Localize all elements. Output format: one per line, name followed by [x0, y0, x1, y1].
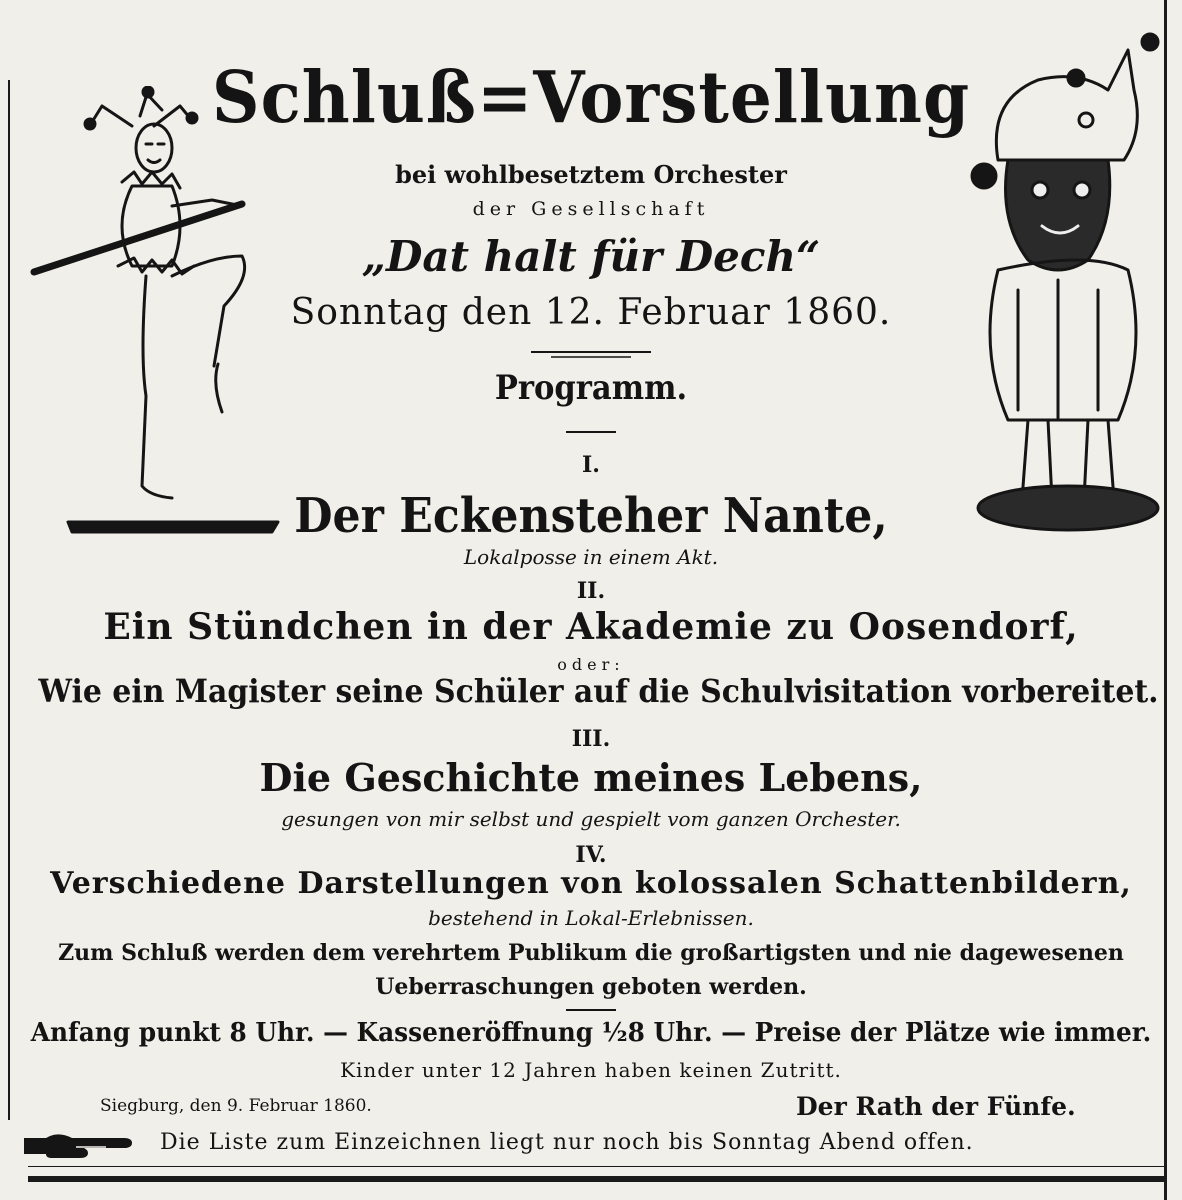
item-title: Ein Stündchen in der Akademie zu Oosendorf,: [103, 606, 1079, 648]
performance-date: Sonntag den 12. Februar 1860.: [290, 292, 892, 333]
item-alt-title: Wie ein Magister seine Schüler auf die Schulvisitation vorbereitet.: [38, 672, 1159, 710]
item-description: bestehend in Lokal-Erlebnissen.: [428, 906, 754, 930]
short-rule-divider: [566, 1008, 616, 1012]
item-description: gesungen von mir selbst und gespielt vom ganzen Orchester.: [281, 807, 901, 831]
double-rule-divider: [531, 350, 651, 360]
item-number: III.: [571, 726, 611, 752]
bottom-rule: [28, 1176, 1164, 1182]
short-rule-divider: [566, 430, 616, 434]
signature: Der Rath der Fünfe.: [796, 1092, 1076, 1121]
bottom-thin-rule: [28, 1166, 1164, 1167]
closing-line: Ueberraschungen geboten werden.: [375, 974, 807, 1000]
program-heading: Programm.: [494, 368, 688, 408]
times-and-prices: Anfang punkt 8 Uhr. — Kasseneröffnung ½8 Uhr. — Preise der Plätze wie immer.: [30, 1018, 1152, 1048]
place-and-date: Siegburg, den 9. Februar 1860.: [100, 1096, 372, 1116]
society-subtitle: der Gesellschaft: [472, 198, 710, 220]
orchestra-subtitle: bei wohlbesetztem Orchester: [395, 160, 787, 189]
troupe-name: „Dat halt für Dech“: [361, 232, 821, 281]
item-description: Lokalposse in einem Akt.: [463, 545, 719, 569]
list-notice: Die Liste zum Einzeichnen liegt nur noch bis Sonntag Abend offen.: [160, 1130, 974, 1155]
notice-title: Schluß=Vorstellung: [211, 54, 971, 140]
item-title: Der Eckensteher Nante,: [294, 488, 888, 544]
item-connector: oder:: [557, 655, 625, 674]
item-number: IV.: [575, 842, 607, 868]
item-number: I.: [582, 452, 600, 478]
children-restriction: Kinder unter 12 Jahren haben keinen Zutritt.: [340, 1058, 842, 1082]
item-number: II.: [576, 578, 606, 604]
pointing-hand-icon: [22, 1128, 134, 1162]
item-title: Die Geschichte meines Lebens,: [259, 755, 923, 800]
closing-line: Zum Schluß werden dem verehrtem Publikum die großartigsten und nie dagewesenen: [58, 940, 1124, 966]
item-title: Verschiedene Darstellungen von kolossalen Schattenbildern,: [50, 866, 1132, 901]
